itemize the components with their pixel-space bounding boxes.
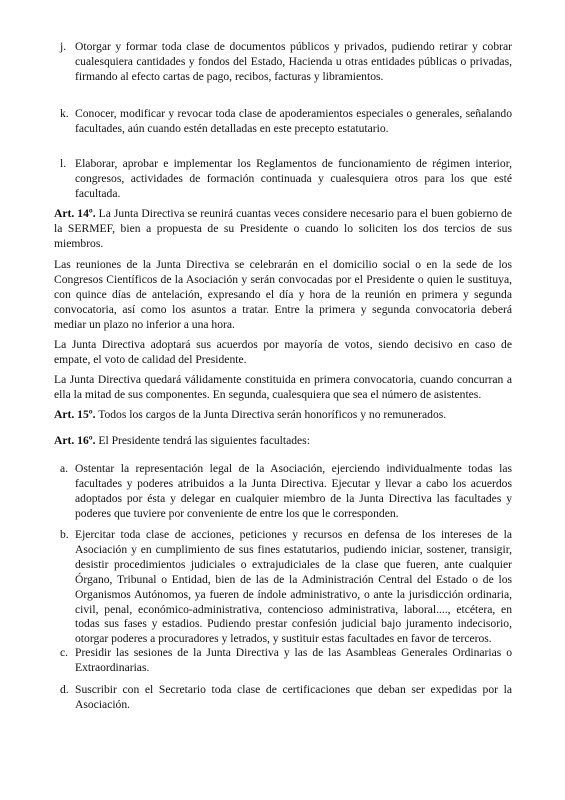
list-item-k <box>60 107 512 137</box>
article-14-paragraph-2: Las reuniones de la Junta Directiva se celebrarán en el domicilio social o en la sede de los Congresos Científicos de la Asociación y serán convocadas por el Presidente o quien le sustituya, con quince días de antelación, expresando el día y hora de la reunión en primera y segunda convocatoria, así como los asuntos a tratar. Entre la primera y segunda convocatoria deberá mediar un plazo no inferior a una hora. <box>54 258 512 331</box>
list-item-c <box>60 646 512 676</box>
list-text: Suscribir con el Secretario toda clase de certificaciones que deban ser expedidas por la Asociación. <box>75 683 512 711</box>
list-item-l <box>60 157 512 202</box>
list-text: Otorgar y formar toda clase de documentos públicos y privados, pudiendo retirar y cobrar cualesquiera cantidades y fondos del Estado, Hacienda u otras entidades públicas o privadas, firmando al efecto cartas de pago, recibos, facturas y libramientos. <box>75 40 512 83</box>
list-label: a. <box>60 462 69 475</box>
article-14-text: La Junta Directiva se reunirá cuantas veces considere necesario para el buen gobierno de la SERMEF, bien a propuesta de su Presidente o cuando lo soliciten los dos tercios de sus miembros. <box>54 207 512 250</box>
article-16-text: El Presidente tendrá las siguientes facultades: <box>95 434 310 447</box>
article-15-text: Todos los cargos de la Junta Directiva serán honoríficos y no remunerados. <box>95 408 447 421</box>
article-16-paragraph <box>54 434 512 449</box>
list-text: Ejercitar toda clase de acciones, peticiones y recursos en defensa de los intereses de la Asociación y en cumplimiento de sus fines estatutarios, pudiendo iniciar, sostener, transigir, desistir procedimientos judiciales o extrajudiciales de la clase que fueren, ante cualquier Órgano, Tribunal o Entidad, bien de las de la Administración Central del Estado o de los Organismos Autónomos, ya fueren de índole administrativo, o ante la jurisdicción ordinaria, civil, penal, económico-administrativa, contencioso administrativa, laboral...., etcétera, en todas sus fases y estadios. Pudiendo prestar confesión judicial bajo juramento indecisorio, otorgar poderes a procuradores y letrados, y sustituir estas facultades en favor de terceros. <box>75 528 512 646</box>
article-14-paragraph <box>54 207 512 252</box>
list-text: Presidir las sesiones de la Junta Directiva y las de las Asambleas Generales Ordinarias o Extraordinarias. <box>75 646 512 674</box>
article-14-paragraph-4: La Junta Directiva quedará válidamente constituida en primera convocatoria, cuando concurran a ella la mitad de sus componentes. En segunda, cualesquiera que sea el número de asistentes. <box>54 373 512 401</box>
list-item-j <box>60 40 512 85</box>
article-16-heading: Art. 16º. <box>54 434 96 447</box>
article-15-paragraph <box>54 408 512 423</box>
list-text: Conocer, modificar y revocar toda clase de apoderamientos especiales o generales, señalando facultades, aún cuando estén detalladas en este precepto estatutario. <box>75 107 512 135</box>
list-text: Ostentar la representación legal de la Asociación, ejerciendo individualmente todas las facultades y poderes atribuidos a la Junta Directiva. Ejecutar y llevar a cabo los acuerdos adoptados por ésta y delegar en cualquier miembro de la Junta Directiva las facultades y poderes que tuviere por conveniente de entre los que le corresponden. <box>75 462 512 520</box>
article-14-heading: Art. 14º. <box>54 207 96 220</box>
list-label: j. <box>60 40 67 53</box>
list-label: d. <box>60 683 69 696</box>
list-label: c. <box>60 646 69 659</box>
article-14-paragraph-3: La Junta Directiva adoptará sus acuerdos por mayoría de votos, siendo decisivo en caso de empate, el voto de calidad del Presidente. <box>54 338 512 366</box>
list-label: b. <box>60 528 69 541</box>
list-label: k. <box>60 107 69 120</box>
list-item-a <box>60 462 512 522</box>
list-item-b <box>60 528 512 647</box>
list-item-d <box>60 683 512 713</box>
list-label: l. <box>60 157 67 170</box>
article-15-heading: Art. 15º. <box>54 408 96 421</box>
list-text: Elaborar, aprobar e implementar los Reglamentos de funcionamiento de régimen interior, congresos, actividades de formación continuada y cualesquiera otros para los que esté facultada. <box>75 157 512 200</box>
